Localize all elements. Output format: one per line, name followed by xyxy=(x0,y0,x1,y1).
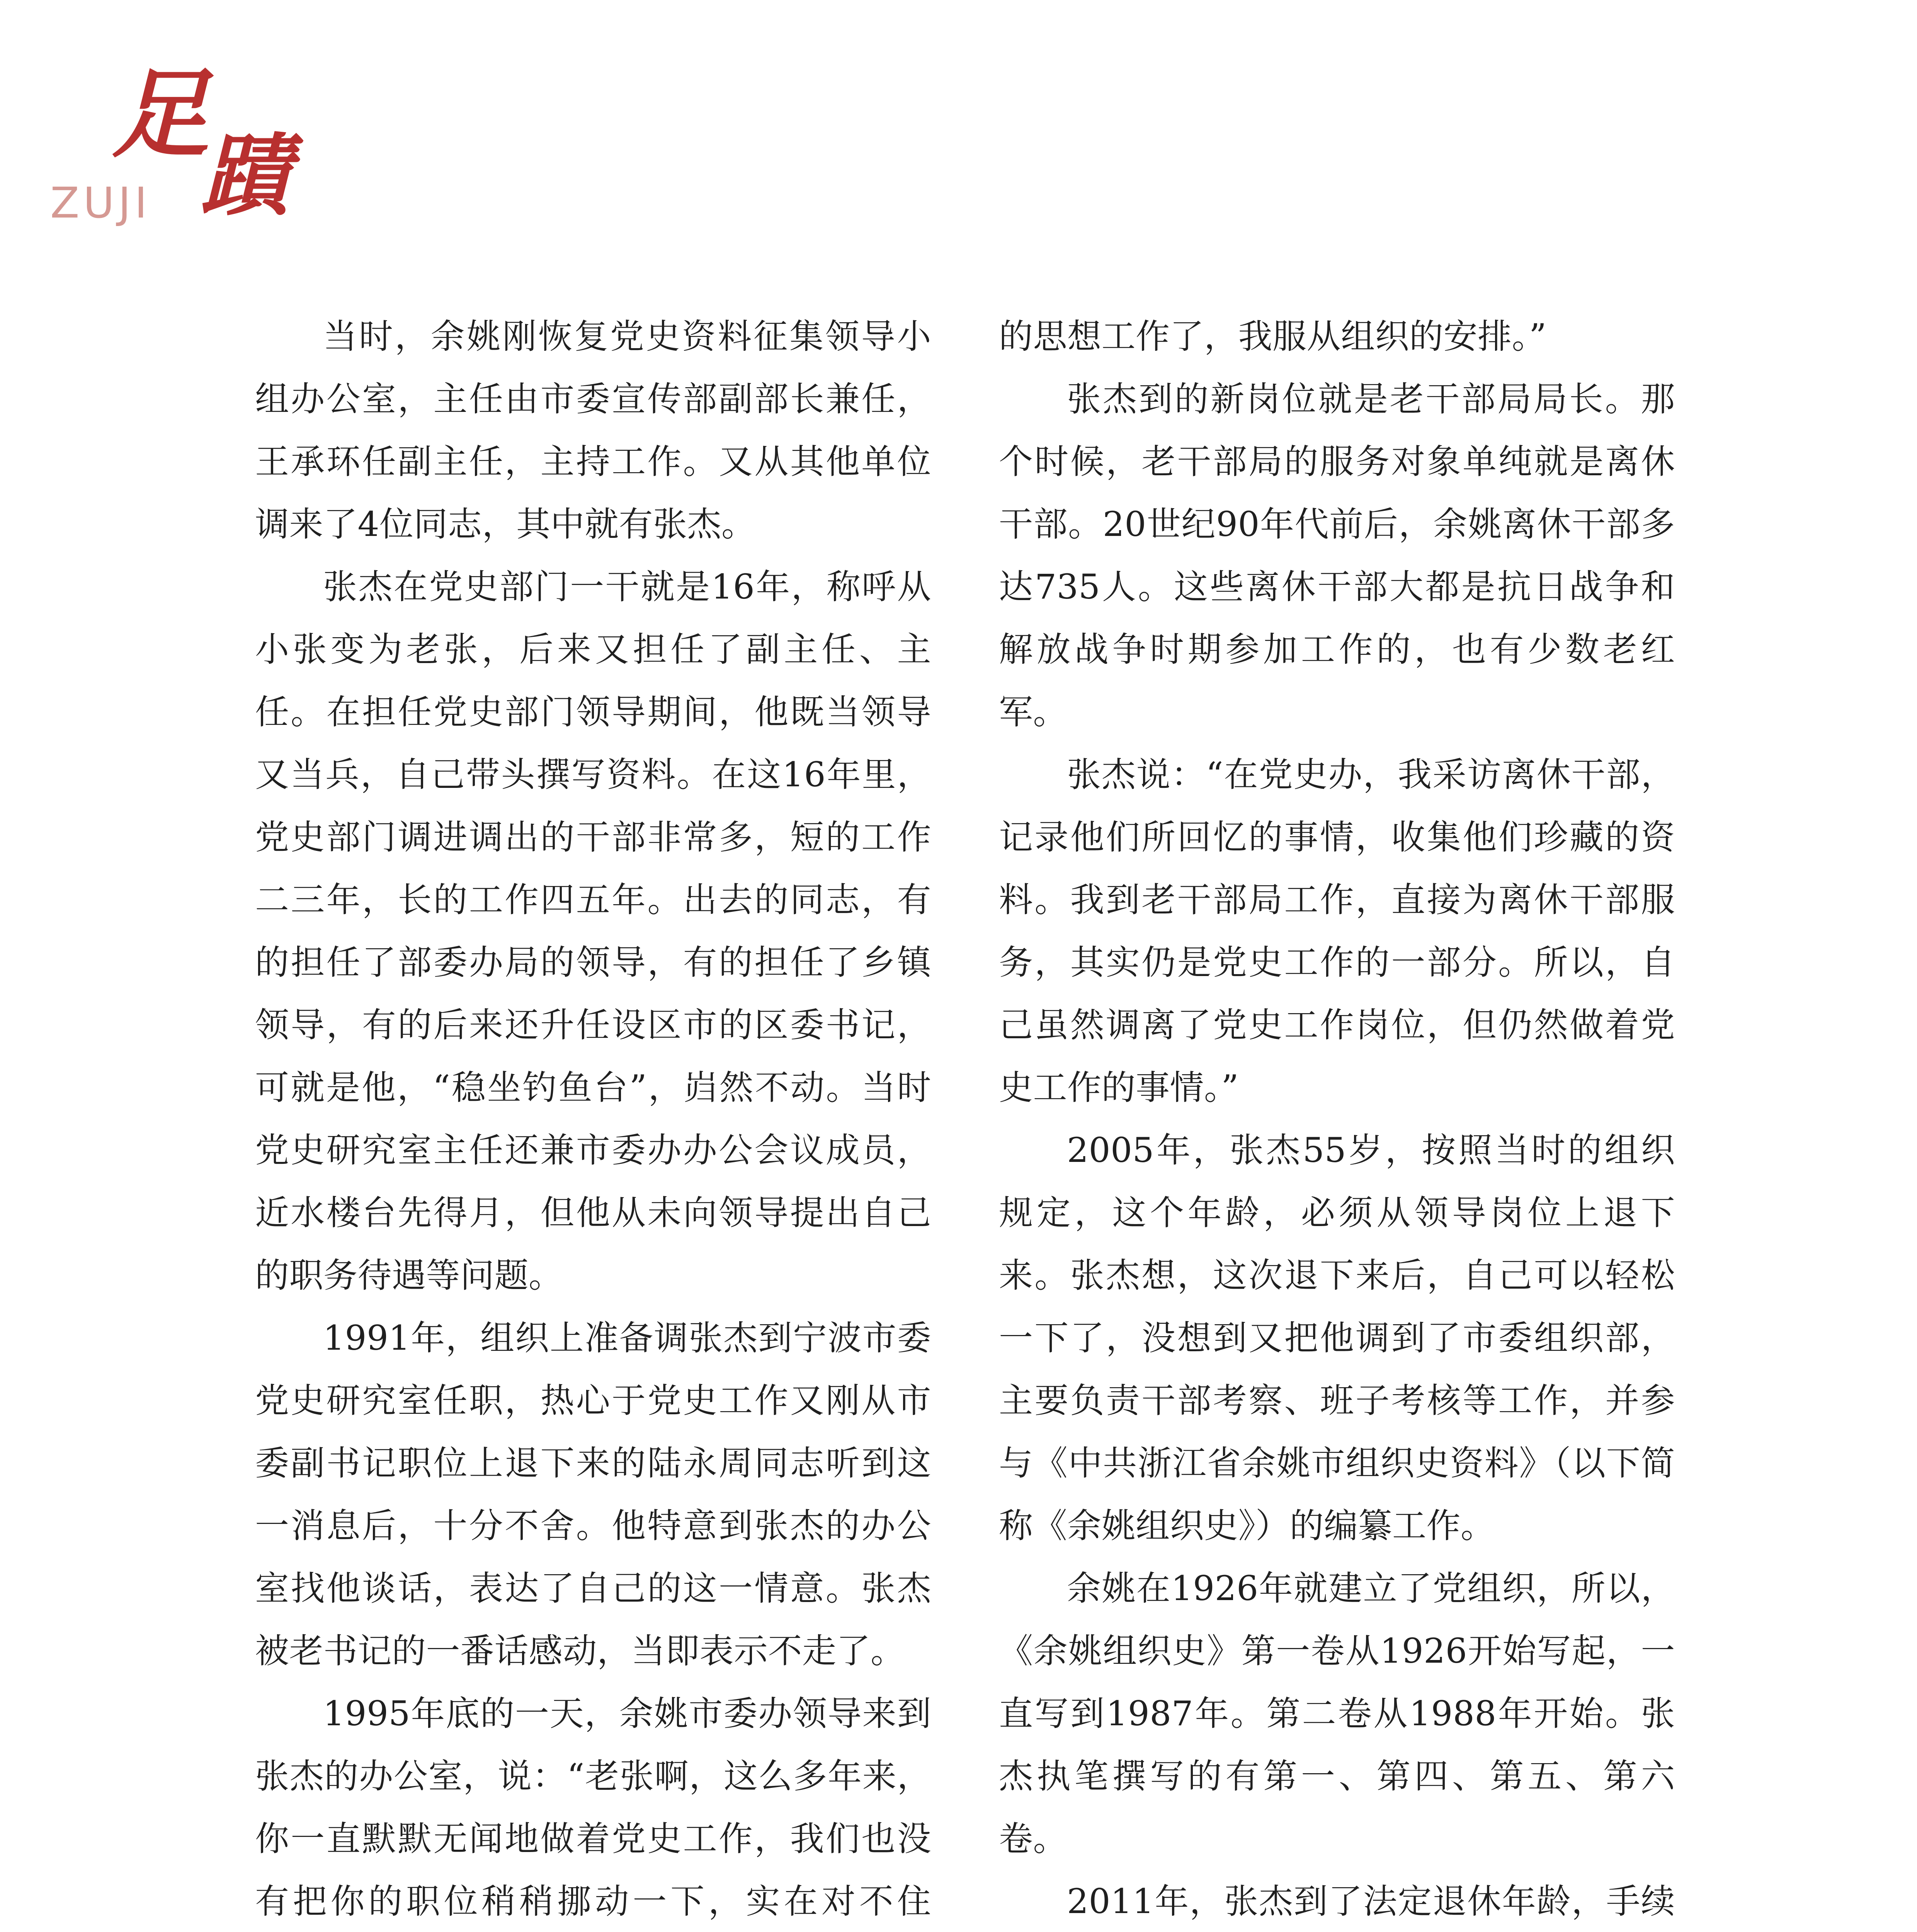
article-column-right xyxy=(999,305,1675,1932)
paragraph: 2005年，张杰55岁，按照当时的组织规定，这个年龄，必须从领导岗位上退下来。张杰想，这次退下来后，自己可以轻松一下了，没想到又把他调到了市委组织部，主要负责干部考察、班子考核等工作，并参与《中共浙江省余姚市组织史资料》（以下简称《余姚组织史》）的编纂工作。 xyxy=(999,1130,1675,1546)
article-column-left xyxy=(255,305,931,1932)
paragraph: 1995年底的一天，余姚市委办领导来到张杰的办公室，说：“老张啊，这么多年来，你一直默默无闻地做着党史工作，我们也没有把你的职位稍稍挪动一下，实在对不住 xyxy=(255,1694,931,1921)
paragraph-continuation: 的思想工作了，我服从组织的安排。” xyxy=(999,316,1547,356)
masthead-char-2: 蹟 xyxy=(201,124,290,228)
paragraph: 1991年，组织上准备调张杰到宁波市委党史研究室任职，热心于党史工作又刚从市委副书记职位上退下来的陆永周同志听到这一消息后，十分不舍。他特意到张杰的办公室找他谈话，表达了自己的这一情意。张杰被老书记的一番话感动，当即表示不走了。 xyxy=(255,1318,931,1671)
paragraph: 张杰在党史部门一干就是16年，称呼从小张变为老张，后来又担任了副主任、主任。在担任党史部门领导期间，他既当领导又当兵，自己带头撰写资料。在这16年里，党史部门调进调出的干部非常多，短的工作二三年，长的工作四五年。出去的同志，有的担任了部委办局的领导，有的担任了乡镇领导，有的后来还升任设区市的区委书记，可就是他，“稳坐钓鱼台”，岿然不动。当时党史研究室主任还兼市委办办公会议成员，近水楼台先得月，但他从未向领导提出自己的职务待遇等问题。 xyxy=(255,567,931,1295)
paragraph: 2011年，张杰到了法定退休年龄，手续 xyxy=(1067,1881,1675,1921)
paragraph: 当时，余姚刚恢复党史资料征集领导小组办公室，主任由市委宣传部副部长兼任，王承环任副主任，主持工作。又从其他单位调来了4位同志，其中就有张杰。 xyxy=(255,316,931,544)
masthead-logo xyxy=(50,57,290,228)
paragraph: 张杰到的新岗位就是老干部局局长。那个时候，老干部局的服务对象单纯就是离休干部。20世纪90年代前后，余姚离休干部多达735人。这些离休干部大都是抗日战争和解放战争时期参加工作的，也有少数老红军。 xyxy=(999,379,1675,732)
paragraph: 张杰说：“在党史办，我采访离休干部，记录他们所回忆的事情，收集他们珍藏的资料。我到老干部局工作，直接为离休干部服务，其实仍是党史工作的一部分。所以，自己虽然调离了党史工作岗位，但仍然做着党史工作的事情。” xyxy=(999,755,1675,1107)
masthead-char-1: 足 xyxy=(112,57,209,171)
paragraph: 余姚在1926年就建立了党组织，所以，《余姚组织史》第一卷从1926开始写起，一直写到1987年。第二卷从1988年开始。张杰执笔撰写的有第一、第四、第五、第六卷。 xyxy=(999,1568,1675,1859)
masthead-latin: ZUJI xyxy=(50,178,151,228)
